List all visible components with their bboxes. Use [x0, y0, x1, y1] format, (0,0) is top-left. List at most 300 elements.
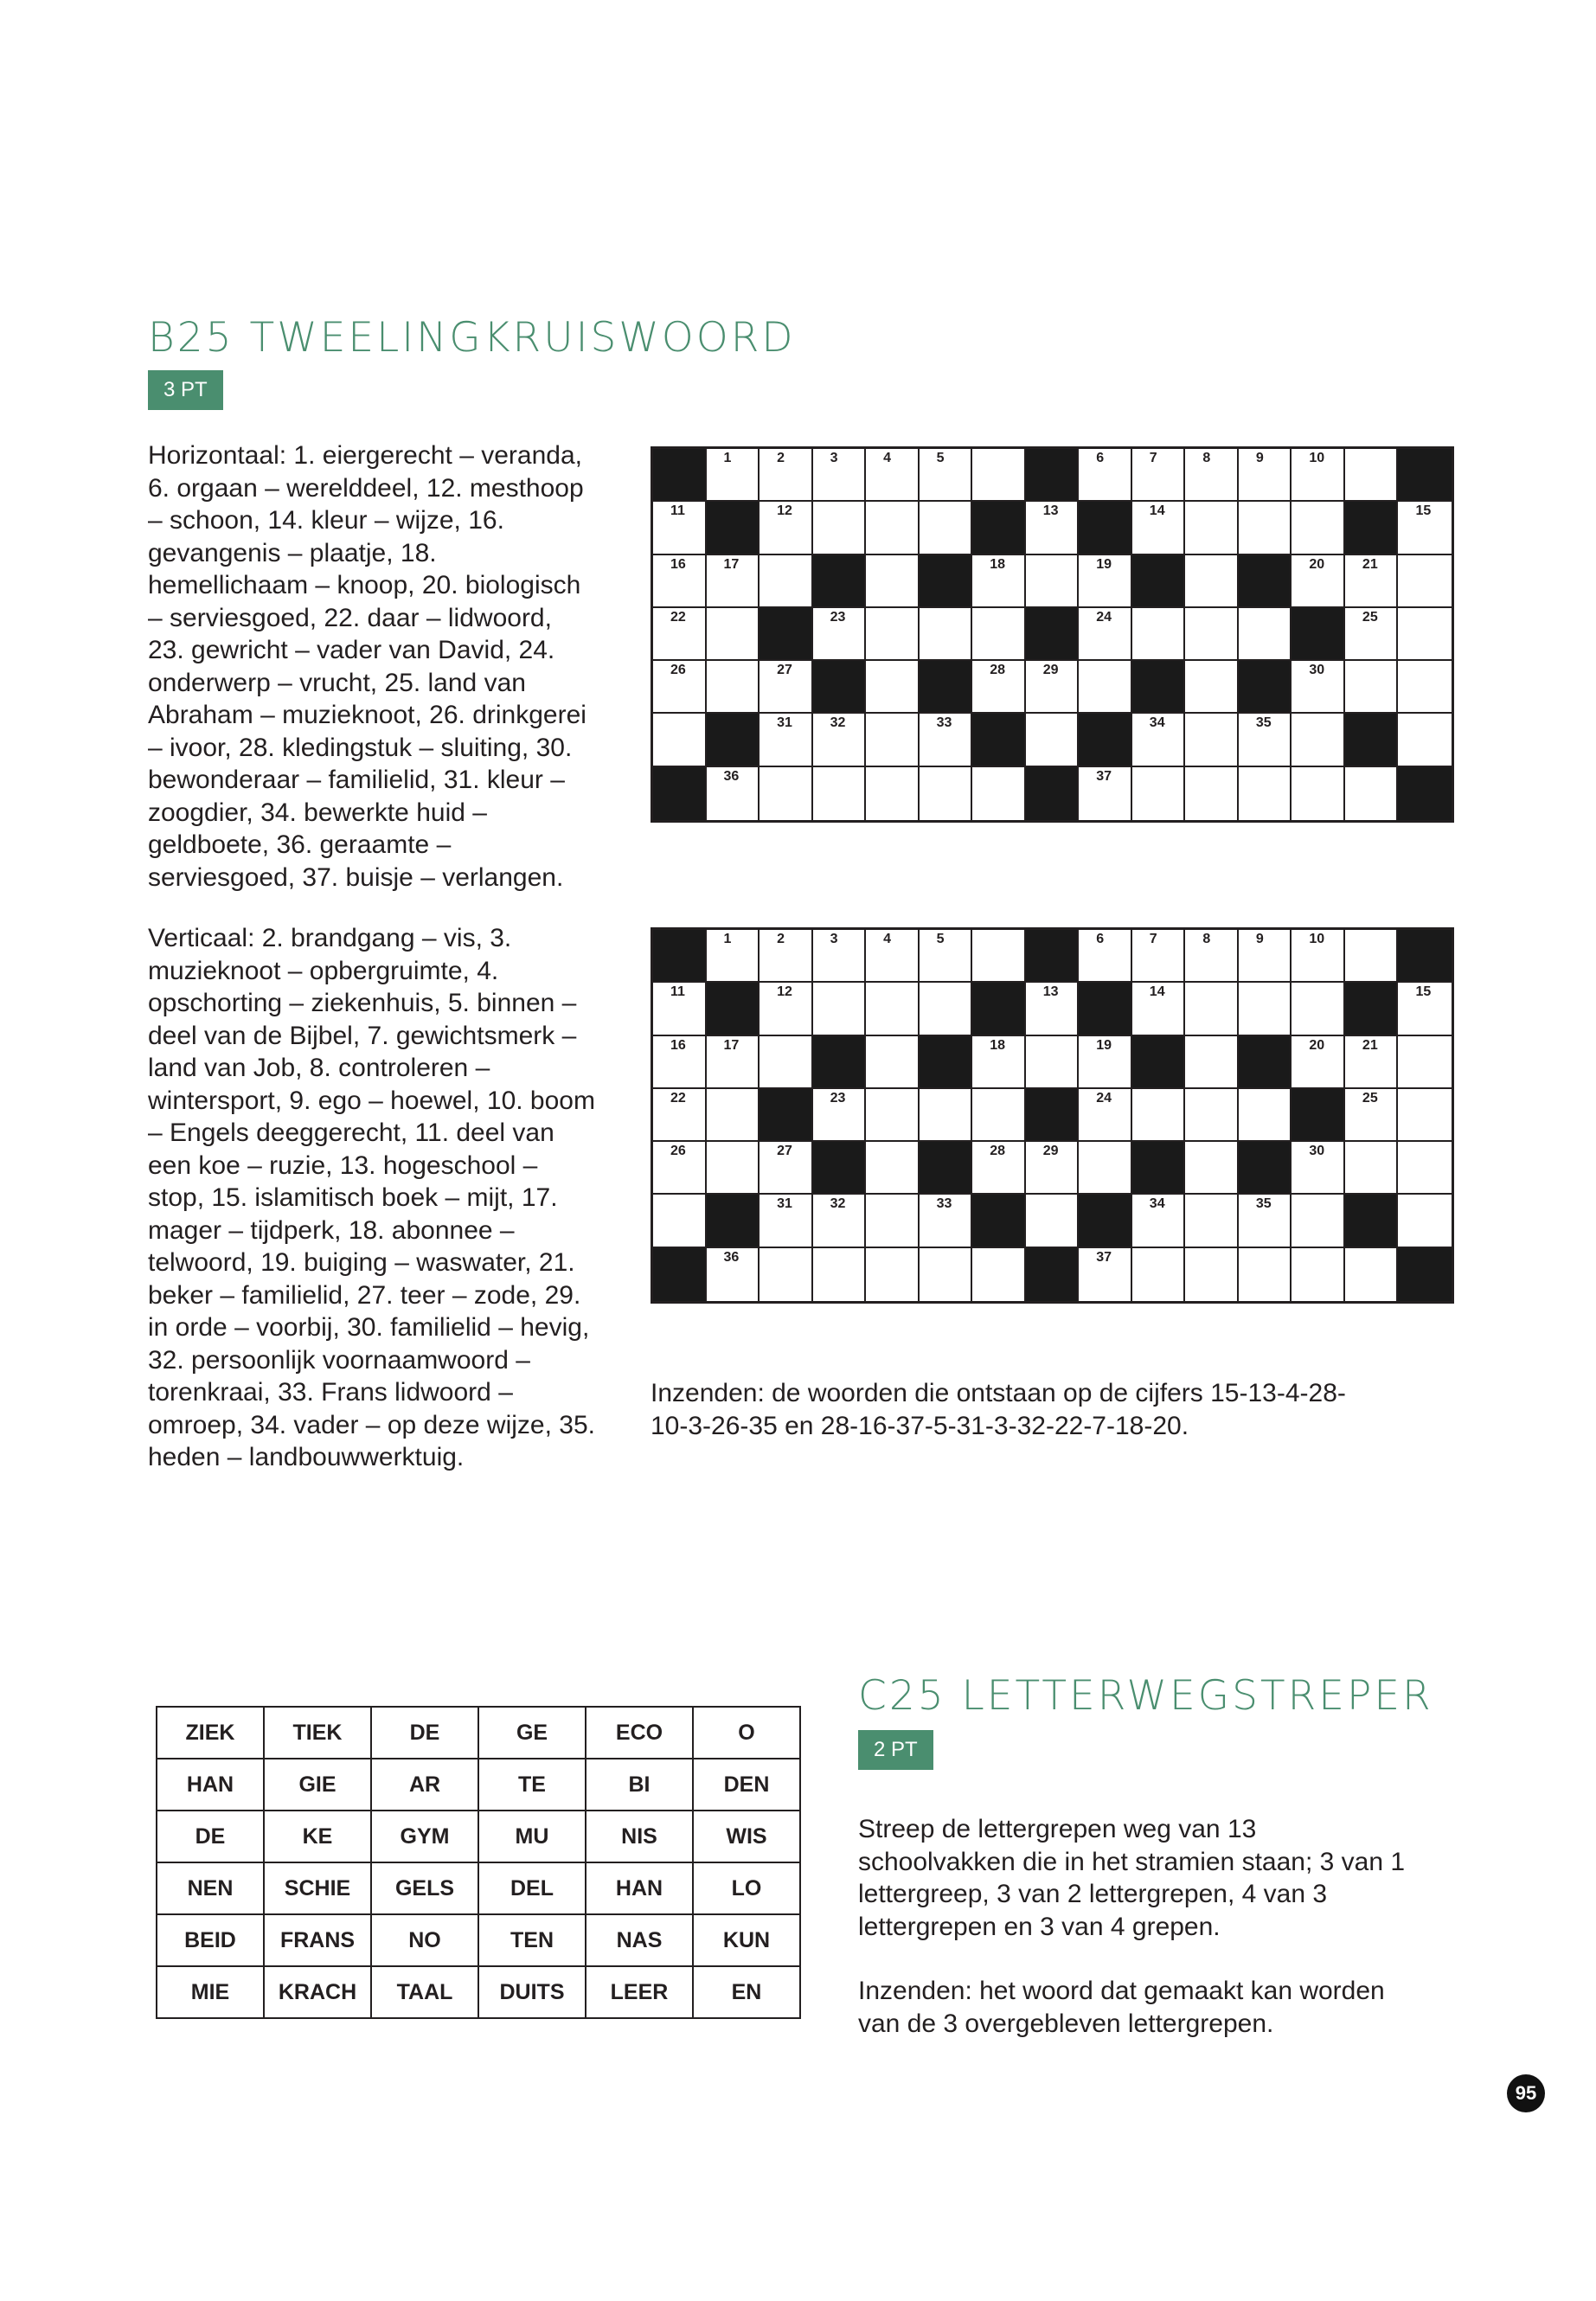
crossword-cell[interactable] [1345, 1036, 1399, 1089]
crossword-cell[interactable] [1292, 767, 1345, 820]
syllable-cell[interactable]: TEN [478, 1914, 586, 1966]
crossword-black-cell [707, 714, 760, 766]
crossword-cell-number: 7 [1149, 451, 1157, 465]
crossword-cell-number: 24 [1096, 1090, 1112, 1106]
crossword-cell[interactable] [920, 714, 973, 766]
crossword-cell[interactable] [1132, 1089, 1186, 1142]
crossword-black-cell [813, 661, 867, 714]
crossword-cell[interactable] [1079, 1036, 1132, 1089]
syllable-cell[interactable]: GIE [264, 1759, 371, 1811]
crossword-cell-number: 7 [1149, 932, 1157, 946]
crossword-cell[interactable] [1292, 1036, 1345, 1089]
crossword-cell-number: 20 [1309, 556, 1325, 572]
crossword-cell[interactable] [1185, 1195, 1239, 1247]
crossword-cell[interactable] [1079, 1248, 1132, 1301]
crossword-cell[interactable] [1292, 502, 1345, 554]
crossword-black-cell [1345, 1195, 1399, 1247]
crossword-cell[interactable] [1026, 983, 1080, 1035]
syllable-cell[interactable]: LEER [586, 1966, 693, 2018]
crossword-cell[interactable] [1132, 1248, 1186, 1301]
b25-horizontal-clues: Horizontaal: 1. eiergerecht – veranda, 6. orgaan – werelddeel, 12. mesthoop – schoon, 14. kleur – wijze, 16. gevangenis – plaatje, 18. hemellichaam – knoop, 20. biologisch – serviesgoed, 22. daar – lidwoord, 23. gewricht – vader van David, 24. onderwerp – vrucht, 25. land van Abraham – muzieknoot, 26. drinkgerei – ivoor, 28. kledingstuk – sluiting, 30. bewonderaar – familielid, 31. kleur – zoogdier, 34. bewerkte huid – geldboete, 36. geraamte – serviesgoed, 37. buisje – verlangen. [148, 441, 586, 892]
crossword-cell[interactable] [972, 930, 1026, 983]
crossword-cell[interactable] [1079, 449, 1132, 502]
b25-submit-text: Inzenden: de woorden die ontstaan op de cijfers 15-13-4-28-10-3-26-35 en 28-16-37-5-31-3-32-22-7-18-20. [651, 1379, 1346, 1440]
crossword-black-cell [972, 502, 1026, 554]
crossword-cell[interactable] [653, 1142, 707, 1195]
crossword-cell[interactable] [813, 502, 867, 554]
page-number: 95 [1507, 2074, 1545, 2112]
crossword-cell[interactable] [707, 608, 760, 661]
crossword-cell-number: 37 [1096, 768, 1112, 784]
crossword-cell[interactable] [972, 555, 1026, 608]
crossword-cell-number: 35 [1255, 1196, 1272, 1212]
crossword-cell[interactable] [1079, 1142, 1132, 1195]
crossword-cell[interactable] [920, 608, 973, 661]
syllable-cell[interactable]: DE [371, 1707, 478, 1759]
crossword-cell[interactable] [760, 983, 813, 1035]
crossword-cell[interactable] [707, 555, 760, 608]
crossword-cell-number: 16 [670, 1037, 686, 1053]
syllable-cell[interactable]: LO [693, 1862, 800, 1914]
crossword-cell[interactable] [1079, 1089, 1132, 1142]
crossword-cell[interactable] [707, 930, 760, 983]
crossword-cell[interactable] [920, 449, 973, 502]
crossword-cell-number: 8 [1202, 932, 1211, 946]
syllable-cell[interactable]: TE [478, 1759, 586, 1811]
crossword-cell[interactable] [1239, 608, 1292, 661]
crossword-cell[interactable] [653, 1036, 707, 1089]
crossword-cell[interactable] [813, 983, 867, 1035]
crossword-cell[interactable] [813, 1089, 867, 1142]
c25-instructions: Streep de lettergrepen weg van 13 schoolvakken die in het stramien staan; 3 van 1 lettergreep, 3 van 2 lettergrepen, 4 van 3 lettergrepen en 3 van 4 grepen. [858, 1815, 1406, 1941]
crossword-cell-number: 10 [1309, 451, 1325, 465]
crossword-black-cell [1079, 502, 1132, 554]
crossword-cell[interactable] [653, 661, 707, 714]
syllable-grid [156, 1706, 801, 2019]
syllable-row [157, 1707, 800, 1759]
crossword-cell[interactable] [1132, 449, 1186, 502]
crossword-cell[interactable] [707, 661, 760, 714]
crossword-cell-number: 8 [1202, 451, 1211, 465]
crossword-black-cell [1026, 930, 1080, 983]
crossword-cell-number: 27 [777, 1144, 792, 1159]
crossword-cell[interactable] [760, 1195, 813, 1247]
syllable-cell[interactable]: NO [371, 1914, 478, 1966]
crossword-cell[interactable] [1185, 608, 1239, 661]
syllable-cell[interactable]: DEL [478, 1862, 586, 1914]
crossword-cell[interactable] [760, 714, 813, 766]
crossword-cell[interactable] [1398, 555, 1452, 608]
crossword-cell[interactable] [866, 502, 920, 554]
crossword-cell[interactable] [1345, 661, 1399, 714]
crossword-cell[interactable] [866, 1089, 920, 1142]
crossword-cell[interactable] [707, 1248, 760, 1301]
crossword-black-cell [1026, 608, 1080, 661]
syllable-row [157, 1759, 800, 1811]
crossword-cell[interactable] [1345, 767, 1399, 820]
crossword-cell[interactable] [1026, 1036, 1080, 1089]
crossword-cell[interactable] [972, 661, 1026, 714]
crossword-black-cell [1026, 449, 1080, 502]
crossword-black-cell [1345, 983, 1399, 1035]
crossword-cell[interactable] [707, 449, 760, 502]
crossword-cell[interactable] [760, 930, 813, 983]
crossword-cell[interactable] [1398, 1142, 1452, 1195]
crossword-cell[interactable] [1185, 983, 1239, 1035]
crossword-cell[interactable] [1345, 449, 1399, 502]
crossword-cell-number: 18 [990, 1037, 1005, 1053]
crossword-cell-number: 9 [1255, 932, 1264, 946]
crossword-cell[interactable] [866, 608, 920, 661]
crossword-cell[interactable] [920, 502, 973, 554]
crossword-black-cell [1132, 661, 1186, 714]
crossword-cell[interactable] [1239, 1248, 1292, 1301]
crossword-black-cell [653, 449, 707, 502]
crossword-cell-number: 9 [1255, 451, 1264, 465]
b25-vertical-clues: Verticaal: 2. brandgang – vis, 3. muzieknoot – opbergruimte, 4. opschorting – ziekenhuis, 5. binnen – deel van de Bijbel, 7. gewichtsmerk – land van Job, 8. controleren – wintersport, 9. ego – hoewel, 10. boom – Engels deeggerecht, 11. deel van een koe – ruzie, 13. hogeschool – stop, 15. islamitisch boek – mijt, 17. mager – tijdperk, 18. abonnee – telwoord, 19. buiging – waswater, 21. beker – familielid, 27. teer – zode, 29. in orde – voorbij, 30. familielid – hevig, 32. persoonlijk voornaamwoord – torenkraai, 33. Frans lidwoord – omroep, 34. vader – op deze wijze, 35. heden – landbouwwerktuig. [148, 924, 595, 1471]
crossword-black-cell [920, 661, 973, 714]
crossword-black-cell [813, 1142, 867, 1195]
crossword-black-cell [1026, 767, 1080, 820]
crossword-cell[interactable] [813, 767, 867, 820]
crossword-black-cell [972, 983, 1026, 1035]
crossword-cell[interactable] [866, 767, 920, 820]
crossword-black-cell [1132, 555, 1186, 608]
crossword-black-cell [813, 1036, 867, 1089]
crossword-cell-number: 2 [777, 451, 785, 465]
crossword-cell[interactable] [1292, 555, 1345, 608]
crossword-cell-number: 21 [1362, 1037, 1378, 1053]
syllable-cell[interactable]: FRANS [264, 1914, 371, 1966]
crossword-cell[interactable] [653, 983, 707, 1035]
crossword-cell[interactable] [866, 661, 920, 714]
crossword-cell[interactable] [1185, 1089, 1239, 1142]
crossword-cell[interactable] [1239, 767, 1292, 820]
c25-submit-text: Inzenden: het woord dat gemaakt kan worden van de 3 overgebleven lettergrepen. [858, 1977, 1385, 2038]
crossword-black-cell [1079, 1195, 1132, 1247]
crossword-cell[interactable] [1185, 1142, 1239, 1195]
crossword-cell[interactable] [1292, 1248, 1345, 1301]
crossword-cell[interactable] [813, 930, 867, 983]
crossword-cell[interactable] [1345, 930, 1399, 983]
crossword-cell[interactable] [1132, 983, 1186, 1035]
syllable-cell[interactable]: O [693, 1707, 800, 1759]
syllable-cell[interactable]: NAS [586, 1914, 693, 1966]
crossword-cell-number: 6 [1096, 451, 1105, 465]
crossword-cell[interactable] [653, 1089, 707, 1142]
crossword-cell[interactable] [813, 449, 867, 502]
crossword-cell[interactable] [1292, 1195, 1345, 1247]
crossword-cell[interactable] [1026, 714, 1080, 766]
crossword-cell[interactable] [920, 1089, 973, 1142]
crossword-cell[interactable] [813, 1195, 867, 1247]
crossword-cell[interactable] [1026, 1142, 1080, 1195]
crossword-cell[interactable] [1185, 555, 1239, 608]
crossword-cell-number: 13 [1042, 984, 1059, 1000]
crossword-cell-number: 35 [1255, 715, 1272, 731]
syllable-cell[interactable]: ECO [586, 1707, 693, 1759]
crossword-cell[interactable] [972, 608, 1026, 661]
c25-title: C25 LETTERWEGSTREPER [858, 1672, 1433, 1720]
crossword-cell[interactable] [1239, 502, 1292, 554]
syllable-cell[interactable]: NIS [586, 1811, 693, 1862]
crossword-black-cell [1239, 661, 1292, 714]
syllable-cell[interactable]: TAAL [371, 1966, 478, 2018]
crossword-cell[interactable] [972, 1089, 1026, 1142]
crossword-cell[interactable] [972, 1142, 1026, 1195]
crossword-black-cell [972, 1195, 1026, 1247]
syllable-cell[interactable]: MIE [157, 1966, 264, 2018]
crossword-cell-number: 21 [1362, 556, 1378, 572]
crossword-cell[interactable] [1239, 714, 1292, 766]
crossword-cell[interactable] [1185, 502, 1239, 554]
crossword-cell[interactable] [1345, 555, 1399, 608]
crossword-black-cell [760, 1089, 813, 1142]
crossword-black-cell [1079, 983, 1132, 1035]
crossword-cell[interactable] [707, 767, 760, 820]
syllable-cell[interactable]: HAN [157, 1759, 264, 1811]
syllable-cell[interactable]: EN [693, 1966, 800, 2018]
syllable-cell[interactable]: AR [371, 1759, 478, 1811]
crossword-cell-number: 19 [1096, 556, 1112, 572]
crossword-cell[interactable] [813, 608, 867, 661]
crossword-cell-number: 30 [1309, 663, 1325, 678]
crossword-cell[interactable] [1345, 1089, 1399, 1142]
crossword-cell[interactable] [707, 1036, 760, 1089]
crossword-black-cell [653, 767, 707, 820]
crossword-black-cell [920, 1036, 973, 1089]
crossword-cell-number: 16 [670, 556, 686, 572]
syllable-cell[interactable]: BI [586, 1759, 693, 1811]
crossword-cell[interactable] [760, 661, 813, 714]
crossword-cell[interactable] [1398, 1195, 1452, 1247]
syllable-cell[interactable]: BEID [157, 1914, 264, 1966]
crossword-grid-1 [651, 446, 1454, 823]
crossword-cell[interactable] [866, 1036, 920, 1089]
crossword-black-cell [1239, 1036, 1292, 1089]
crossword-cell[interactable] [1398, 714, 1452, 766]
crossword-cell[interactable] [760, 555, 813, 608]
crossword-cell[interactable] [1132, 714, 1186, 766]
crossword-cell[interactable] [760, 1248, 813, 1301]
crossword-cell[interactable] [1185, 767, 1239, 820]
crossword-cell[interactable] [1079, 930, 1132, 983]
crossword-cell[interactable] [972, 1248, 1026, 1301]
crossword-cell-number: 23 [830, 1090, 846, 1106]
crossword-cell[interactable] [866, 983, 920, 1035]
syllable-cell[interactable]: KUN [693, 1914, 800, 1966]
crossword-cell-number: 33 [936, 715, 952, 731]
crossword-cell[interactable] [866, 555, 920, 608]
crossword-black-cell [1292, 608, 1345, 661]
syllable-row [157, 1811, 800, 1862]
crossword-cell[interactable] [760, 1142, 813, 1195]
crossword-black-cell [920, 1142, 973, 1195]
syllable-cell[interactable]: GE [478, 1707, 586, 1759]
crossword-cell-number: 29 [1042, 663, 1059, 678]
crossword-cell[interactable] [972, 449, 1026, 502]
syllable-cell[interactable]: KE [264, 1811, 371, 1862]
c25-points-badge: 2 PT [858, 1730, 933, 1770]
crossword-cell[interactable] [866, 1195, 920, 1247]
syllable-cell[interactable]: DUITS [478, 1966, 586, 2018]
crossword-cell-number: 2 [777, 932, 785, 946]
crossword-cell[interactable] [1398, 661, 1452, 714]
crossword-cell[interactable] [653, 502, 707, 554]
crossword-cell-number: 19 [1096, 1037, 1112, 1053]
crossword-cell[interactable] [1079, 555, 1132, 608]
syllable-cell[interactable]: DEN [693, 1759, 800, 1811]
crossword-cell[interactable] [1398, 502, 1452, 554]
crossword-cell[interactable] [866, 714, 920, 766]
syllable-row [157, 1914, 800, 1966]
syllable-cell[interactable]: SCHIE [264, 1862, 371, 1914]
crossword-cell-number: 30 [1309, 1144, 1325, 1159]
crossword-cell[interactable] [1292, 714, 1345, 766]
crossword-cell-number: 28 [990, 663, 1005, 678]
crossword-cell[interactable] [760, 767, 813, 820]
crossword-cell[interactable] [1026, 502, 1080, 554]
crossword-cell[interactable] [1185, 930, 1239, 983]
crossword-black-cell [707, 502, 760, 554]
crossword-black-cell [1345, 714, 1399, 766]
crossword-black-cell [1398, 449, 1452, 502]
crossword-cell[interactable] [1398, 1089, 1452, 1142]
crossword-cell[interactable] [920, 1195, 973, 1247]
crossword-cell[interactable] [1292, 449, 1345, 502]
syllable-cell[interactable]: DE [157, 1811, 264, 1862]
crossword-cell[interactable] [1239, 930, 1292, 983]
crossword-cell[interactable] [1398, 608, 1452, 661]
crossword-cell[interactable] [1292, 661, 1345, 714]
crossword-cell[interactable] [866, 1142, 920, 1195]
crossword-cell[interactable] [653, 714, 707, 766]
syllable-cell[interactable]: ZIEK [157, 1707, 264, 1759]
syllable-cell[interactable]: WIS [693, 1811, 800, 1862]
crossword-black-cell [1026, 1089, 1080, 1142]
crossword-cell[interactable] [1292, 930, 1345, 983]
syllable-cell[interactable]: NEN [157, 1862, 264, 1914]
crossword-cell[interactable] [1185, 1036, 1239, 1089]
crossword-cell-number: 14 [1149, 984, 1165, 1000]
crossword-cell[interactable] [813, 714, 867, 766]
crossword-cell-number: 22 [670, 1090, 686, 1106]
crossword-cell-number: 11 [670, 503, 685, 519]
crossword-cell[interactable] [920, 930, 973, 983]
crossword-cell[interactable] [866, 930, 920, 983]
crossword-cell[interactable] [972, 1036, 1026, 1089]
crossword-cell-number: 17 [723, 1037, 740, 1053]
syllable-row [157, 1966, 800, 2018]
crossword-black-cell [1079, 714, 1132, 766]
crossword-cell[interactable] [1239, 1089, 1292, 1142]
crossword-cell[interactable] [760, 1036, 813, 1089]
crossword-cell[interactable] [1398, 1036, 1452, 1089]
crossword-cell-number: 36 [723, 1249, 740, 1265]
crossword-cell[interactable] [760, 449, 813, 502]
crossword-cell-number: 12 [777, 503, 792, 519]
crossword-cell-number: 23 [830, 609, 846, 625]
crossword-cell[interactable] [1026, 661, 1080, 714]
crossword-black-cell [707, 983, 760, 1035]
crossword-cell[interactable] [866, 449, 920, 502]
crossword-cell[interactable] [707, 1089, 760, 1142]
crossword-cell[interactable] [760, 502, 813, 554]
crossword-cell[interactable] [1345, 608, 1399, 661]
crossword-cell[interactable] [1079, 608, 1132, 661]
crossword-cell[interactable] [1132, 608, 1186, 661]
crossword-cell[interactable] [653, 608, 707, 661]
crossword-black-cell [760, 608, 813, 661]
crossword-cell[interactable] [707, 1142, 760, 1195]
crossword-cell-number: 17 [723, 556, 740, 572]
crossword-cell[interactable] [1132, 930, 1186, 983]
crossword-cell[interactable] [653, 555, 707, 608]
crossword-cell[interactable] [920, 767, 973, 820]
crossword-cell[interactable] [1345, 1248, 1399, 1301]
crossword-cell-number: 33 [936, 1196, 952, 1212]
crossword-cell[interactable] [1239, 449, 1292, 502]
crossword-cell[interactable] [1239, 1195, 1292, 1247]
crossword-black-cell [653, 1248, 707, 1301]
crossword-cell-number: 5 [936, 932, 945, 946]
syllable-cell[interactable]: KRACH [264, 1966, 371, 2018]
crossword-cell[interactable] [1185, 661, 1239, 714]
crossword-cell[interactable] [920, 1248, 973, 1301]
crossword-cell[interactable] [813, 1248, 867, 1301]
syllable-cell[interactable]: TIEK [264, 1707, 371, 1759]
crossword-cell[interactable] [1292, 983, 1345, 1035]
crossword-cell[interactable] [1185, 449, 1239, 502]
crossword-black-cell [1239, 1142, 1292, 1195]
crossword-cell[interactable] [1239, 983, 1292, 1035]
crossword-cell-number: 15 [1415, 984, 1432, 1000]
crossword-cell-number: 22 [670, 609, 686, 625]
crossword-cell[interactable] [1185, 714, 1239, 766]
crossword-cell[interactable] [1026, 555, 1080, 608]
crossword-cell-number: 12 [777, 984, 792, 1000]
crossword-cell[interactable] [920, 983, 973, 1035]
crossword-black-cell [1292, 1089, 1345, 1142]
crossword-cell[interactable] [1132, 1195, 1186, 1247]
crossword-cell[interactable] [1185, 1248, 1239, 1301]
crossword-cell[interactable] [1079, 767, 1132, 820]
crossword-cell[interactable] [1292, 1142, 1345, 1195]
crossword-black-cell [1398, 1248, 1452, 1301]
crossword-black-cell [1026, 1248, 1080, 1301]
crossword-cell[interactable] [1132, 502, 1186, 554]
crossword-cell[interactable] [1398, 983, 1452, 1035]
crossword-cell[interactable] [1345, 1142, 1399, 1195]
syllable-cell[interactable]: GYM [371, 1811, 478, 1862]
crossword-cell-number: 1 [723, 932, 732, 946]
syllable-cell[interactable]: GELS [371, 1862, 478, 1914]
crossword-cell-number: 6 [1096, 932, 1105, 946]
crossword-cell[interactable] [1026, 1195, 1080, 1247]
syllable-cell[interactable]: MU [478, 1811, 586, 1862]
crossword-cell[interactable] [972, 767, 1026, 820]
crossword-cell[interactable] [1079, 661, 1132, 714]
crossword-cell[interactable] [1132, 767, 1186, 820]
syllable-cell[interactable]: HAN [586, 1862, 693, 1914]
crossword-black-cell [1398, 930, 1452, 983]
crossword-cell[interactable] [653, 1195, 707, 1247]
crossword-cell[interactable] [866, 1248, 920, 1301]
crossword-cell-number: 5 [936, 451, 945, 465]
crossword-cell-number: 15 [1415, 503, 1432, 519]
crossword-black-cell [813, 555, 867, 608]
crossword-cell-number: 14 [1149, 503, 1165, 519]
